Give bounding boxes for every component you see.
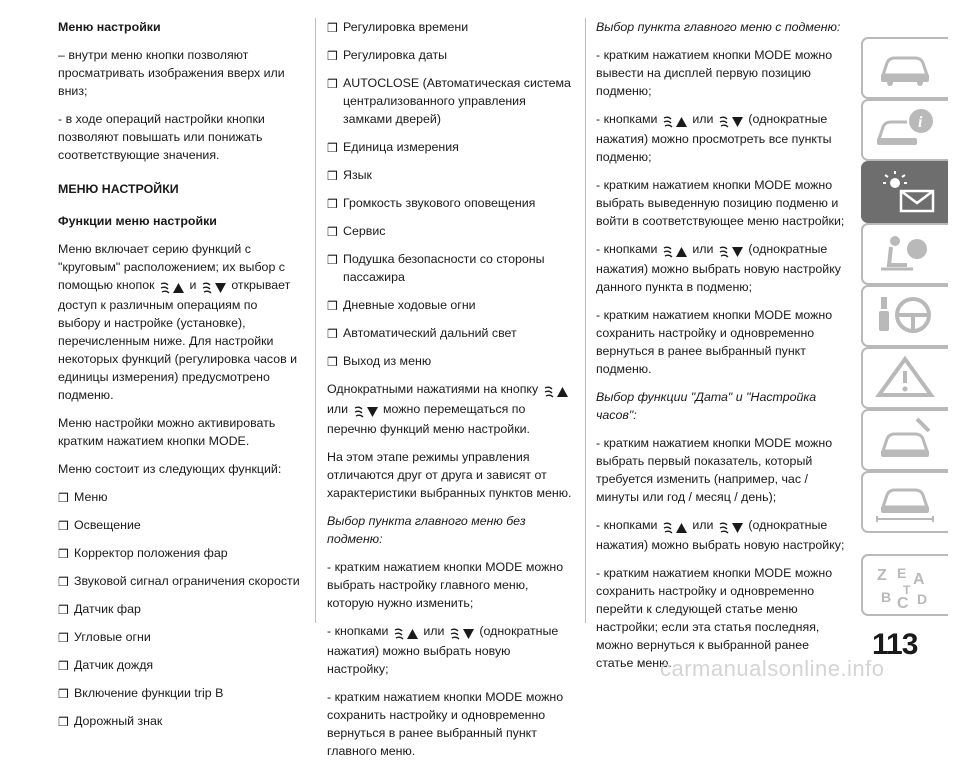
list-item xyxy=(327,352,572,370)
paragraph: - кратким нажатием кнопки MODE можно сохранить настройку и одновременно вернуться в ранее выбранный пункт подменю. xyxy=(596,308,833,376)
paragraph: - кратким нажатием кнопки MODE можно сохранить настройку и одновременно вернуться в ранее выбранный пункт главного меню. xyxy=(327,690,564,758)
list-item xyxy=(327,138,572,156)
text: Меню включает серию функций с "круговым" расположением; их выбор с помощью кнопок xyxy=(58,242,285,292)
steering-wheel-icon xyxy=(873,293,937,337)
svg-text:T: T xyxy=(903,583,911,597)
list-item-text: Громкость звукового оповещения xyxy=(343,196,536,210)
paragraph xyxy=(58,240,303,404)
svg-text:D: D xyxy=(917,591,928,607)
text: можно перемещаться по перечню функций меню настройки. xyxy=(327,402,530,436)
text: Однократными нажатиями на кнопку xyxy=(327,382,539,396)
paragraph: На этом этапе режимы управления отличаются друг от друга и зависят от характеристики выбранных пунктов меню. xyxy=(327,450,572,500)
list-item xyxy=(58,712,303,730)
text: открывает доступ к различным операциям по выбору и настройке (установке), перечисленным ниже. Для настройки некоторых функций (регулировка часов и единицы измерения) предусмотрено подменю. xyxy=(58,278,298,402)
warning-light-message-icon xyxy=(873,169,939,215)
svg-text:B: B xyxy=(881,589,892,605)
down-button-icon xyxy=(718,242,744,260)
list-item-text: Меню xyxy=(74,490,108,504)
checkbox-bullet-icon: ❒ xyxy=(58,659,69,673)
tab-warning-lights-messages[interactable] xyxy=(861,161,948,223)
list-item xyxy=(327,46,572,64)
text: или xyxy=(692,112,714,126)
watermark: carmanualsonline.info xyxy=(660,656,885,681)
text: - кнопками xyxy=(596,242,658,256)
list-item-text: Регулировка даты xyxy=(343,48,448,62)
down-button-icon xyxy=(353,402,379,420)
paragraph: - кратким нажатием кнопки MODE можно выбрать выведенную позицию подменю и войти в соответствующее меню настройки; xyxy=(596,178,845,228)
paragraph: Меню состоит из следующих функций: xyxy=(58,462,282,476)
list-item-text: Дорожный знак xyxy=(74,714,163,728)
list-item xyxy=(58,516,303,534)
tab-index[interactable] xyxy=(861,554,948,616)
up-button-icon xyxy=(662,518,688,536)
text: или xyxy=(692,518,714,532)
list-item xyxy=(58,656,303,674)
svg-text:E: E xyxy=(897,565,907,581)
text: - кнопками xyxy=(596,518,658,532)
list-item-text: Угловые огни xyxy=(74,630,151,644)
text: или xyxy=(423,624,445,638)
tab-car-overview[interactable] xyxy=(861,37,948,99)
checkbox-bullet-icon: ❒ xyxy=(327,197,338,211)
list-item xyxy=(327,18,572,36)
list-item-text: Сервис xyxy=(343,224,386,238)
car-icon xyxy=(873,45,937,89)
list-item-text: Регулировка времени xyxy=(343,20,469,34)
down-button-icon xyxy=(449,624,475,642)
tab-starting-driving[interactable] xyxy=(861,285,948,347)
text: (однократные нажатия) можно выбрать новую настройку данного пункта в подменю; xyxy=(596,242,841,294)
list-item-text: Автоматический дальний свет xyxy=(343,326,517,340)
up-button-icon xyxy=(662,112,688,130)
list-item-text: Освещение xyxy=(74,518,141,532)
checkbox-bullet-icon: ❒ xyxy=(58,687,69,701)
section-title: МЕНЮ НАСТРОЙКИ xyxy=(58,182,179,196)
checkbox-bullet-icon: ❒ xyxy=(58,491,69,505)
car-service-icon xyxy=(873,417,937,461)
up-button-icon xyxy=(159,278,185,296)
paragraph: - в ходе операций настройки кнопки позволяют повышать или понижать соответствующие значения. xyxy=(58,112,265,162)
text: - кнопками xyxy=(596,112,658,126)
list-item-text: Выход из меню xyxy=(343,354,432,368)
paragraph xyxy=(596,110,846,166)
list-item xyxy=(327,74,572,128)
list-item xyxy=(58,684,303,702)
text: (однократные нажатия) можно выбрать новую настройку; xyxy=(327,624,559,676)
list-item xyxy=(327,166,572,184)
paragraph xyxy=(596,240,846,296)
text: или xyxy=(327,402,349,416)
checkbox-bullet-icon: ❒ xyxy=(327,49,338,63)
paragraph: - кратким нажатием кнопки MODE можно выбрать первый показатель, который требуется изменить (например, час / минуты или год / месяц / день); xyxy=(596,436,833,504)
subheading: Выбор пункта главного меню с подменю: xyxy=(596,20,841,34)
checkbox-bullet-icon: ❒ xyxy=(58,603,69,617)
column-3 xyxy=(596,18,846,682)
subheading: Функции меню настройки xyxy=(58,214,217,228)
list-item-text: Датчик фар xyxy=(74,602,141,616)
checkbox-bullet-icon: ❒ xyxy=(327,355,338,369)
up-button-icon xyxy=(393,624,419,642)
list-item-text: AUTOCLOSE (Автоматическая система централизованного управления замками дверей) xyxy=(343,76,571,126)
car-dimensions-icon xyxy=(873,479,937,523)
down-button-icon xyxy=(718,112,744,130)
list-item xyxy=(58,572,303,590)
checkbox-bullet-icon: ❒ xyxy=(327,21,338,35)
paragraph xyxy=(327,622,572,678)
up-button-icon xyxy=(543,382,569,400)
column-2 xyxy=(327,18,572,770)
text: (однократные нажатия) можно выбрать новую настройку; xyxy=(596,518,845,552)
column-1 xyxy=(58,18,303,740)
svg-text:A: A xyxy=(913,571,925,588)
subheading: Выбор функции "Дата" и "Настройка часов": xyxy=(596,390,817,422)
checkbox-bullet-icon: ❒ xyxy=(327,141,338,155)
list-item xyxy=(327,194,572,212)
text: (однократные нажатия) можно просмотреть все пункты подменю; xyxy=(596,112,832,164)
paragraph: - кратким нажатием кнопки MODE можно сохранить настройку и одновременно перейти к следующей статье меню настройки; если эта статья последняя, можно вернуться к выбранной ранее статье меню. xyxy=(596,566,833,670)
down-button-icon xyxy=(201,278,227,296)
column-divider xyxy=(585,18,586,623)
list-item-text: Звуковой сигнал ограничения скорости xyxy=(74,574,300,588)
tab-safety[interactable] xyxy=(861,223,948,285)
paragraph xyxy=(327,380,572,438)
list-item-text: Датчик дождя xyxy=(74,658,154,672)
text: или xyxy=(692,242,714,256)
alphabet-index-icon xyxy=(873,562,939,612)
list-item xyxy=(327,250,572,286)
column-divider xyxy=(315,18,316,623)
checkbox-bullet-icon: ❒ xyxy=(327,299,338,313)
checkbox-bullet-icon: ❒ xyxy=(327,327,338,341)
text: - кнопками xyxy=(327,624,389,638)
paragraph: - кратким нажатием кнопки MODE можно выбрать настройку главного меню, которую нужно изменить; xyxy=(327,560,564,610)
checkbox-bullet-icon: ❒ xyxy=(327,253,338,267)
page-number: 113 xyxy=(872,628,918,661)
checkbox-bullet-icon: ❒ xyxy=(58,575,69,589)
list-item-text: Включение функции trip B xyxy=(74,686,224,700)
checkbox-bullet-icon: ❒ xyxy=(58,547,69,561)
svg-text:i: i xyxy=(918,114,923,131)
checkbox-bullet-icon: ❒ xyxy=(58,519,69,533)
up-button-icon xyxy=(662,242,688,260)
text: и xyxy=(189,278,197,292)
warning-triangle-icon xyxy=(873,355,937,399)
checkbox-bullet-icon: ❒ xyxy=(327,169,338,183)
tab-technical-data[interactable] xyxy=(861,471,948,533)
tab-info[interactable] xyxy=(861,99,948,161)
airbag-seat-icon xyxy=(873,231,937,275)
list-item-text: Подушка безопасности со стороны пассажира xyxy=(343,252,545,284)
paragraph xyxy=(596,516,846,554)
paragraph: – внутри меню кнопки позволяют просматривать изображения вверх или вниз; xyxy=(58,48,285,98)
list-item-text: Единица измерения xyxy=(343,140,459,154)
list-item xyxy=(327,222,572,240)
paragraph: Меню настройки можно активировать кратким нажатием кнопки MODE. xyxy=(58,416,276,448)
subheading: Выбор пункта главного меню без подменю: xyxy=(327,514,526,546)
car-info-icon xyxy=(873,107,937,151)
checkbox-bullet-icon: ❒ xyxy=(327,77,338,91)
list-item xyxy=(58,628,303,646)
down-button-icon xyxy=(718,518,744,536)
list-item xyxy=(327,296,572,314)
list-item xyxy=(58,600,303,618)
svg-text:C: C xyxy=(897,595,909,612)
paragraph: - кратким нажатием кнопки MODE можно вывести на дисплей первую позицию подменю; xyxy=(596,48,833,98)
checkbox-bullet-icon: ❒ xyxy=(327,225,338,239)
tab-emergency[interactable] xyxy=(861,347,948,409)
list-item-text: Корректор положения фар xyxy=(74,546,228,560)
checkbox-bullet-icon: ❒ xyxy=(58,715,69,729)
svg-text:Z: Z xyxy=(877,567,887,584)
heading-setup-menu: Меню настройки xyxy=(58,20,161,34)
list-item-text: Дневные ходовые огни xyxy=(343,298,476,312)
list-item xyxy=(58,544,303,562)
tab-maintenance[interactable] xyxy=(861,409,948,471)
list-item xyxy=(58,488,303,506)
list-item-text: Язык xyxy=(343,168,372,182)
checkbox-bullet-icon: ❒ xyxy=(58,631,69,645)
list-item xyxy=(327,324,572,342)
